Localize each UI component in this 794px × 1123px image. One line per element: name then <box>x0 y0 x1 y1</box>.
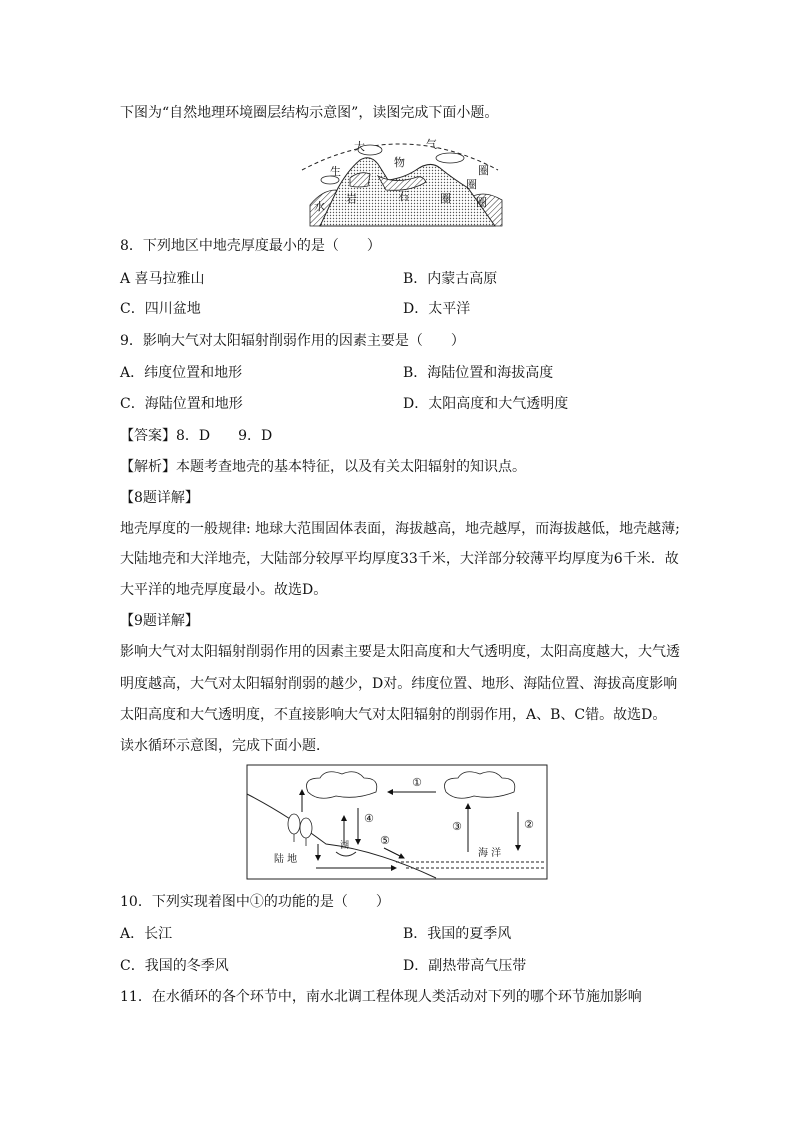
analysis-line: 【解析】本题考查地壳的基本特征，以及有关太阳辐射的知识点。 <box>120 459 526 475</box>
label-1: ① <box>412 776 422 789</box>
detail9-heading: 【9题详解】 <box>120 613 199 629</box>
label-3: ③ <box>452 820 462 833</box>
detail9-line-2: 明度越高，大气对太阳辐射削弱的越少，D对。纬度位置、地形、海陆位置、海拔高度影响 <box>120 676 678 692</box>
label-quan-3: 圈 <box>440 192 451 205</box>
label-shui: 水 <box>314 200 325 213</box>
label-2: ② <box>524 818 534 831</box>
q10-option-d: D．副热带高气压带 <box>403 958 527 974</box>
q10-option-a: A．长江 <box>120 926 173 942</box>
q8-option-a: A 喜马拉雅山 <box>120 271 205 287</box>
q11-stem: 11．在水循环的各个环节中，南水北调工程体现人类活动对下列的哪个环节施加影响 <box>120 989 642 1005</box>
label-quan-2: 圈 <box>466 178 477 191</box>
detail8-line-2: 大陆地壳和大洋地壳，大陆部分较厚平均厚度33千米，大洋部分较薄平均厚度为6千米．故 <box>120 551 679 567</box>
label-qi: 气 <box>426 138 437 151</box>
lake <box>336 852 356 856</box>
q8-option-c: C．四川盆地 <box>120 301 201 317</box>
q10-stem: 10．下列实现着图中①的功能的是（ ） <box>120 894 390 910</box>
label-sheng: 生 <box>330 165 341 178</box>
detail8-line-3: 大平洋的地壳厚度最小。故选D。 <box>120 582 328 598</box>
detail9-line-1: 影响大气对太阳辐射削弱作用的因素主要是太阳高度和大气透明度，太阳高度越大，大气透 <box>120 644 680 660</box>
detail8-line-1: 地壳厚度的一般规律: 地球大范围固体表面，海拔越高，地壳越厚，而海拔越低，地壳越薄; <box>120 521 680 537</box>
label-5: ⑤ <box>380 834 390 847</box>
label-wu: 物 <box>394 156 405 169</box>
q10-option-c: C．我国的冬季风 <box>120 958 229 974</box>
water-cycle-diagram <box>246 764 548 880</box>
label-da: 大 <box>354 140 365 153</box>
q8-option-b: B．内蒙古高原 <box>403 271 498 287</box>
tree <box>300 818 312 838</box>
label-quan-4: 圈 <box>476 196 487 209</box>
label-lake: 湖 <box>340 841 350 851</box>
q8-stem: 8．下列地区中地壳厚度最小的是（ ） <box>120 238 381 254</box>
tree <box>288 814 300 834</box>
q9-stem: 9．影响大气对太阳辐射削弱作用的因素主要是（ ） <box>120 333 465 349</box>
cloud-right <box>445 772 515 799</box>
intro-text-1: 下图为“自然地理环境圈层结构示意图”，读图完成下面小题。 <box>120 105 499 121</box>
label-4: ④ <box>364 812 374 825</box>
land-slope <box>247 794 436 878</box>
label-quan-1: 圈 <box>478 164 489 177</box>
q9-option-d: D．太阳高度和大气透明度 <box>403 396 569 412</box>
arrow-5 <box>384 848 404 858</box>
detail8-heading: 【8题详解】 <box>120 490 199 506</box>
q9-option-b: B．海陆位置和海拔高度 <box>403 365 554 381</box>
q9-option-c: C．海陆位置和地形 <box>120 396 243 412</box>
q9-option-a: A．纬度位置和地形 <box>120 365 243 381</box>
q10-option-b: B．我国的夏季风 <box>403 926 512 942</box>
q8-option-d: D．太平洋 <box>403 301 471 317</box>
label-ocean: 海 洋 <box>478 848 502 859</box>
label-shi: 石 <box>398 190 409 203</box>
label-land: 陆 地 <box>274 854 298 865</box>
cloud-left <box>307 772 377 799</box>
sphere-structure-diagram <box>290 130 510 230</box>
intro-text-2: 读水循环示意图，完成下面小题． <box>120 738 330 754</box>
label-yan: 岩 <box>346 192 357 205</box>
detail9-line-3: 太阳高度和大气透明度，不直接影响大气对太阳辐射的削弱作用，A、B、C错。故选D。 <box>120 707 667 723</box>
cloud <box>436 153 464 163</box>
answer-line: 【答案】8．D 9．D <box>120 428 273 444</box>
